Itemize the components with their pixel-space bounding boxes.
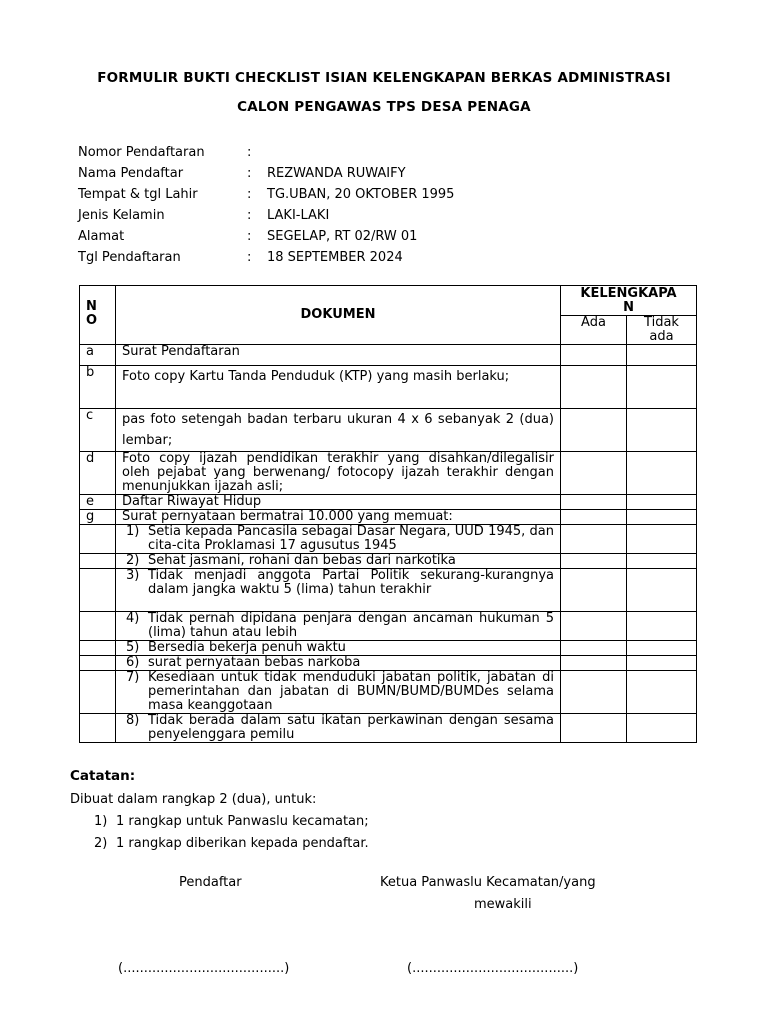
document-checklist-table	[79, 285, 697, 743]
sub-item	[116, 525, 561, 554]
checkbox-ada[interactable]	[561, 525, 627, 554]
checkbox-ada[interactable]	[561, 495, 627, 510]
checkbox-ada[interactable]	[561, 656, 627, 671]
info-row-tgl-pendaftaran	[78, 247, 678, 268]
signature-left-title: Pendaftar	[179, 875, 242, 890]
row-number	[80, 525, 116, 554]
row-document: Daftar Riwayat Hidup	[116, 495, 561, 510]
notes-item	[70, 811, 710, 833]
info-label: Tempat & tgl Lahir	[78, 187, 198, 202]
checkbox-tidak-ada[interactable]	[627, 641, 697, 656]
table-row	[80, 409, 697, 452]
row-number: d	[80, 452, 116, 495]
checkbox-ada[interactable]	[561, 345, 627, 366]
info-label: Tgl Pendaftaran	[78, 250, 181, 265]
sub-item	[116, 714, 561, 743]
notes-item	[70, 833, 710, 855]
sub-item	[116, 569, 561, 612]
sub-item-text: surat pernyataan bebas narkoba	[148, 655, 361, 670]
info-colon: :	[247, 187, 252, 202]
notes-item-number: 2)	[94, 836, 108, 851]
info-colon: :	[247, 166, 252, 181]
sub-item-number: 3)	[126, 568, 140, 583]
sub-item-text: Sehat jasmani, rohani dan bebas dari narkotika	[148, 553, 456, 568]
sub-item-number: 1)	[126, 524, 140, 539]
sub-item-row	[80, 671, 697, 714]
checkbox-ada[interactable]	[561, 671, 627, 714]
checkbox-ada[interactable]	[561, 714, 627, 743]
sub-item-row	[80, 612, 697, 641]
info-value: TG.UBAN, 20 OKTOBER 1995	[267, 187, 455, 202]
sub-item-number: 2)	[126, 553, 140, 568]
row-number	[80, 569, 116, 612]
header-ada: Ada	[561, 316, 627, 345]
checkbox-ada[interactable]	[561, 569, 627, 612]
sub-item-number: 7)	[126, 670, 140, 685]
header-tidak-ada-line-1: Tidak	[644, 315, 679, 330]
sub-item-text: Tidak berada dalam satu ikatan perkawinan dengan sesama penyelenggara pemilu	[148, 713, 554, 742]
row-number	[80, 612, 116, 641]
row-number	[80, 641, 116, 656]
sub-item	[116, 656, 561, 671]
signature-right-title-2: mewakili	[474, 897, 532, 912]
header-kelengkapan-line-1: KELENGKAPA	[580, 286, 677, 301]
info-label: Jenis Kelamin	[78, 208, 165, 223]
info-row-nomor	[78, 142, 678, 163]
info-label: Nomor Pendaftaran	[78, 145, 205, 160]
sub-item-text: Tidak menjadi anggota Partai Politik sekurang-kurangnya dalam jangka waktu 5 (lima) tahun terakhir	[148, 568, 554, 597]
row-number: b	[80, 366, 116, 409]
checkbox-ada[interactable]	[561, 452, 627, 495]
registrant-info	[78, 142, 678, 268]
checkbox-tidak-ada[interactable]	[627, 656, 697, 671]
sub-item-text: Kesediaan untuk tidak menduduki jabatan politik, jabatan di pemerintahan dan jabatan di BUMN/BUMD/BUMDes selama masa keanggotaan	[148, 670, 554, 713]
row-document: pas foto setengah badan terbaru ukuran 4 x 6 sebanyak 2 (dua) lembar;	[116, 409, 561, 452]
sub-item-number: 5)	[126, 640, 140, 655]
signature-left-line: (.......................................)	[118, 961, 290, 976]
info-label: Alamat	[78, 229, 125, 244]
checkbox-tidak-ada[interactable]	[627, 569, 697, 612]
sub-item-row	[80, 641, 697, 656]
sub-item-text: Tidak pernah dipidana penjara dengan ancaman hukuman 5 (lima) tahun atau lebih	[148, 611, 554, 640]
header-no	[80, 286, 116, 345]
table-row	[80, 510, 697, 525]
sub-item	[116, 554, 561, 569]
notes-item-text: 1 rangkap untuk Panwaslu kecamatan;	[116, 814, 369, 829]
row-number	[80, 656, 116, 671]
checkbox-ada[interactable]	[561, 510, 627, 525]
sub-item-row	[80, 656, 697, 671]
row-number: g	[80, 510, 116, 525]
sub-item-number: 4)	[126, 611, 140, 626]
checkbox-tidak-ada[interactable]	[627, 525, 697, 554]
checkbox-ada[interactable]	[561, 554, 627, 569]
row-document: Foto copy Kartu Tanda Penduduk (KTP) yang masih berlaku;	[116, 366, 561, 409]
info-value: 18 SEPTEMBER 2024	[267, 250, 403, 265]
checkbox-tidak-ada[interactable]	[627, 612, 697, 641]
checkbox-tidak-ada[interactable]	[627, 510, 697, 525]
sub-item-row	[80, 569, 697, 612]
checkbox-ada[interactable]	[561, 641, 627, 656]
checkbox-ada[interactable]	[561, 409, 627, 452]
header-kelengkapan	[561, 286, 697, 316]
info-row-alamat	[78, 226, 678, 247]
row-document: Foto copy ijazah pendidikan terakhir yang disahkan/dilegalisir oleh pejabat yang berwenang/ fotocopy ijazah terakhir dengan menunjukkan ijazah asli;	[116, 452, 561, 495]
row-number	[80, 554, 116, 569]
header-tidak-ada	[627, 316, 697, 345]
row-number	[80, 714, 116, 743]
info-value: REZWANDA RUWAIFY	[267, 166, 406, 181]
info-value: LAKI-LAKI	[267, 208, 330, 223]
info-row-nama	[78, 163, 678, 184]
signature-right-line: (.......................................)	[407, 961, 579, 976]
sub-item-row	[80, 714, 697, 743]
header-tidak-ada-line-2: ada	[649, 329, 674, 344]
info-colon: :	[247, 208, 252, 223]
row-document: Surat pernyataan bermatrai 10.000 yang memuat:	[116, 510, 561, 525]
header-no-line-1: N	[86, 299, 97, 314]
header-kelengkapan-line-2: N	[623, 300, 634, 315]
checkbox-tidak-ada[interactable]	[627, 409, 697, 452]
info-row-jenis-kelamin	[78, 205, 678, 226]
sub-item-number: 6)	[126, 655, 140, 670]
checkbox-tidak-ada[interactable]	[627, 452, 697, 495]
form-title-line-2: CALON PENGAWAS TPS DESA PENAGA	[237, 99, 531, 115]
table-row	[80, 345, 697, 366]
sub-item-text: Setia kepada Pancasila sebagai Dasar Negara, UUD 1945, dan cita-cita Proklamasi 17 agusutus 1945	[148, 524, 554, 553]
checkbox-ada[interactable]	[561, 366, 627, 409]
sub-item-text: Bersedia bekerja penuh waktu	[148, 640, 346, 655]
sub-item	[116, 671, 561, 714]
notes-section	[70, 767, 710, 855]
info-value: SEGELAP, RT 02/RW 01	[267, 229, 418, 244]
sub-item-row	[80, 525, 697, 554]
table-row	[80, 495, 697, 510]
header-dokumen: DOKUMEN	[116, 286, 561, 345]
row-number: c	[80, 409, 116, 452]
row-number: e	[80, 495, 116, 510]
header-no-line-2: O	[86, 313, 98, 328]
row-number	[80, 671, 116, 714]
table-row	[80, 366, 697, 409]
row-document: Surat Pendaftaran	[116, 345, 561, 366]
checkbox-tidak-ada[interactable]	[627, 714, 697, 743]
notes-title: Catatan:	[70, 768, 136, 784]
checkbox-tidak-ada[interactable]	[627, 671, 697, 714]
info-colon: :	[247, 250, 252, 265]
row-number: a	[80, 345, 116, 366]
info-label: Nama Pendaftar	[78, 166, 184, 181]
sub-item-row	[80, 554, 697, 569]
sub-item-number: 8)	[126, 713, 140, 728]
checkbox-ada[interactable]	[561, 612, 627, 641]
checkbox-tidak-ada[interactable]	[627, 345, 697, 366]
sub-item	[116, 641, 561, 656]
notes-intro: Dibuat dalam rangkap 2 (dua), untuk:	[70, 792, 317, 807]
checkbox-tidak-ada[interactable]	[627, 554, 697, 569]
checkbox-tidak-ada[interactable]	[627, 366, 697, 409]
info-colon: :	[247, 229, 252, 244]
checkbox-tidak-ada[interactable]	[627, 495, 697, 510]
notes-item-number: 1)	[94, 814, 108, 829]
table-row	[80, 452, 697, 495]
notes-item-text: 1 rangkap diberikan kepada pendaftar.	[116, 836, 369, 851]
sub-item	[116, 612, 561, 641]
signature-right-title-1: Ketua Panwaslu Kecamatan/yang	[380, 875, 596, 890]
info-row-ttl	[78, 184, 678, 205]
form-title-line-1: FORMULIR BUKTI CHECKLIST ISIAN KELENGKAPAN BERKAS ADMINISTRASI	[97, 70, 671, 86]
info-colon: :	[247, 145, 252, 160]
